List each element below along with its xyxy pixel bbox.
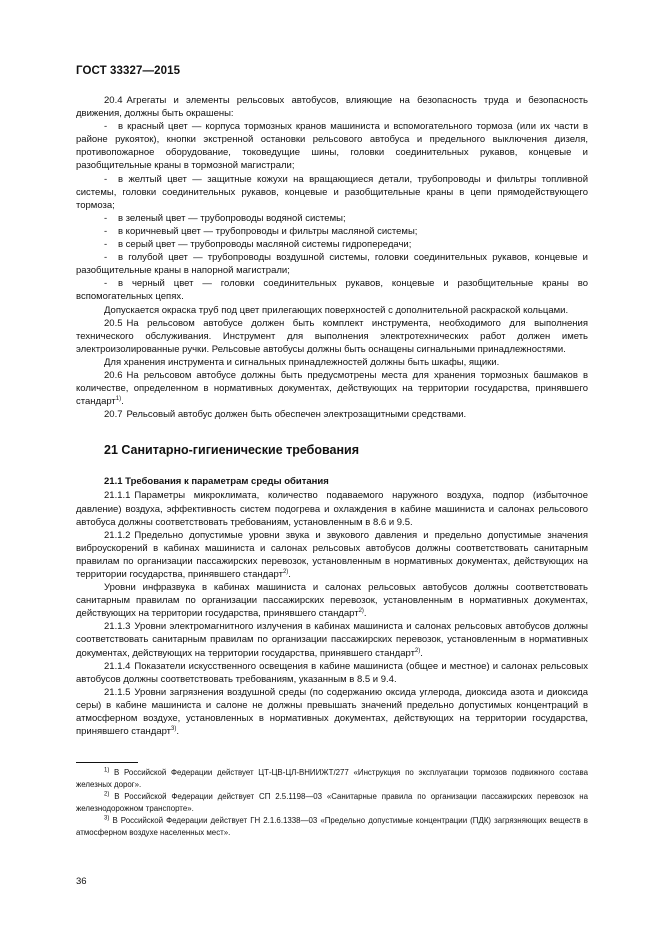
clause-text: Агрегаты и элементы рельсовых автобусов, влияющие на безопасность труда и безопасность движения, должны быть окрашены: — [76, 95, 588, 120]
footnote — [76, 767, 588, 790]
list-item-text: в желтый цвет — защитные кожухи на вращающиеся детали, трубопроводы и фильтры топливной системы, головки соединительных рукавов, концевые и разобщительные краны в цепи прямодействующего тормоза; — [76, 173, 588, 211]
footnote — [76, 791, 588, 814]
clause-number: 21.1.1 — [104, 490, 131, 502]
list-dash: - — [104, 212, 108, 224]
clause-paragraph — [76, 581, 588, 620]
list-item — [76, 173, 588, 212]
clause-tail: . — [176, 726, 180, 738]
clause-text: Уровни инфразвука в кабинах машиниста и салонах рельсовых автобусов должны соответствовать санитарным правилам по организации пассажирских перевозок, установленным в нормативных документах, действующих на территории государства, принявшего стандарт — [76, 582, 588, 620]
list-dash: - — [104, 121, 108, 133]
clause-text: На рельсовом автобусе должны быть предусмотрены места для хранения тормозных башмаков в количестве, определенном в нормативных документах, действующих на территории государства, принявшего стандарт — [76, 369, 588, 408]
clause-21-1-4 — [76, 660, 588, 686]
list-item-text: в серый цвет — трубопроводы масляной системы гидропередачи; — [118, 239, 412, 251]
list-dash: - — [104, 173, 108, 185]
clause-note: Допускается окраска труб под цвет прилегающих поверхностей с дополнительной раскраской кольцами. — [104, 304, 569, 316]
list-item — [76, 277, 588, 303]
subsection-title: 21.1 Требования к параметрам среды обитания — [104, 476, 329, 488]
clause-tail: . — [121, 396, 124, 408]
footnote-ref: 2) — [358, 608, 364, 615]
clause-20-5 — [76, 317, 588, 356]
clause-number: 20.6 — [104, 369, 123, 381]
clause-number: 20.5 — [104, 317, 123, 329]
clause-text: Рельсовый автобус должен быть обеспечен электрозащитными средствами. — [126, 409, 467, 421]
list-item — [76, 251, 588, 277]
clause-number: 21.1.3 — [104, 621, 131, 633]
list-dash: - — [104, 225, 108, 237]
list-dash: - — [104, 252, 108, 264]
list-item-text: в коричневый цвет — трубопроводы и фильтры масляной системы; — [118, 225, 418, 237]
clause-tail: . — [363, 608, 367, 620]
clause-21-1-2 — [76, 529, 588, 581]
list-dash: - — [104, 239, 108, 251]
clause-number: 20.7 — [104, 409, 123, 421]
clause-text: Предельно допустимые уровни звука и звукового давления и предельно допустимые значения виброускорений в кабинах машиниста и салонах рельсовых автобусов должны соответствовать санитарным правилам по организации пассажирских перевозок, установленным в нормативных документах, действующих на территории государства, принявшего стандарт — [76, 529, 588, 580]
list-item-text: в голубой цвет — трубопроводы воздушной системы, головки соединительных рукавов, концевые и разобщительные краны в напорной магистрали; — [76, 252, 588, 277]
list-item — [76, 238, 588, 251]
footnote-text: В Российской Федерации действует СП 2.5.1198—03 «Санитарные правила по организации пассажирских перевозок на железнодорожном транспорте». — [76, 792, 588, 813]
footnote-mark: 2) — [104, 791, 110, 798]
list-item — [76, 212, 588, 225]
footnote — [76, 815, 588, 838]
list-item-text: в черный цвет — головки соединительных рукавов, концевые и разобщительные краны во вспомогательных цепях. — [76, 278, 588, 303]
footnote-ref: 2) — [282, 568, 289, 575]
clause-text: На рельсовом автобусе должен быть комплект инструмента, необходимого для выполнения технического обслуживания. Инструмент для выполнения электротехнических работ должен иметь электроизолированные ручки. Рельсовые автобусы должны быть оснащены сигнальными принадлежностями. — [76, 317, 588, 355]
clause-text: Параметры микроклимата, количество подаваемого наружного воздуха, подпор (избыточное давление) воздуха, эффективность систем подогрева и охлаждения в кабине машиниста и салонах рельсового автобуса должны соответствовать требованиям, установленным в 8.6 и 9.5. — [76, 490, 588, 528]
section-title: 21 Санитарно-гигиенические требования — [104, 443, 360, 458]
list-item-text: в зеленый цвет — трубопроводы водяной системы; — [118, 212, 346, 224]
document-header: ГОСТ 33327—2015 — [76, 65, 181, 77]
footnote-text: В Российской Федерации действует ЦТ-ЦВ-ЦЛ-ВНИИЖТ/277 «Инструкция по эксплуатации тормозов подвижного состава железных дорог». — [76, 768, 588, 789]
page-number: 36 — [76, 876, 87, 887]
clause-number: 20.4 — [104, 95, 123, 106]
clause-20-4 — [76, 94, 588, 120]
footnotes — [76, 767, 588, 840]
clause-number: 21.1.5 — [104, 686, 131, 698]
list-item — [76, 225, 588, 238]
clause-20-6 — [76, 369, 588, 408]
clause-text: Уровни загрязнения воздушной среды (по содержанию оксида углерода, диоксида азота и диоксида серы) в кабине машиниста и салоне не должны превышать значений предельно допустимых концентраций в атмосферном воздухе, установленных в нормативных документах, действующих на территории государства, принявшего стандарт — [76, 686, 588, 738]
clause-21-1-3 — [76, 620, 588, 659]
list-item — [76, 120, 588, 172]
footnote-text: В Российской Федерации действует ГН 2.1.6.1338—03 «Предельно допустимые концентрации (ПДК) загрязняющих веществ в атмосферном воздухе населенных мест». — [76, 816, 588, 837]
clause-tail: . — [288, 569, 291, 580]
list-item-text: в красный цвет — корпуса тормозных кранов машиниста и вспомогательного тормоза (или их части в районе рукояток), кнопки экстренной остановки рельсового автобуса и предельного выключения дизеля, противопожарное оборудование, токоведущие шины, головки соединительных рукавов, концевые и разобщительные краны в тормозной магистрали; — [76, 121, 588, 172]
clause-number: 21.1.2 — [104, 529, 131, 541]
footnote-mark: 1) — [104, 767, 110, 774]
list-dash: - — [104, 278, 108, 290]
footnote-ref: 2) — [414, 647, 421, 654]
clause-20-7 — [76, 408, 588, 421]
footnote-mark: 3) — [104, 815, 110, 822]
document-body — [76, 94, 588, 738]
clause-number: 21.1.4 — [104, 660, 131, 672]
footnote-ref: 1) — [115, 396, 122, 402]
footnote-ref: 3) — [171, 725, 177, 732]
footnote-divider — [76, 762, 138, 763]
clause-21-1-5 — [76, 686, 588, 738]
clause-text: Уровни электромагнитного излучения в кабинах машиниста и салонах рельсовых автобусов должны соответствовать санитарным правилам по организации пассажирских перевозок, установленным в нормативных документах, действующих на территории государства, принявшего стандарт — [76, 621, 588, 659]
clause-21-1-1 — [76, 489, 588, 528]
clause-tail: . — [420, 647, 423, 659]
clause-text: Показатели искусственного освещения в кабине машиниста (общее и местное) и салонах рельсовых автобусов должны соответствовать требованиям, указанным в 8.5 и 9.4. — [76, 660, 588, 685]
clause-paragraph: Для хранения инструмента и сигнальных принадлежностей должны быть шкафы, ящики. — [104, 356, 500, 368]
